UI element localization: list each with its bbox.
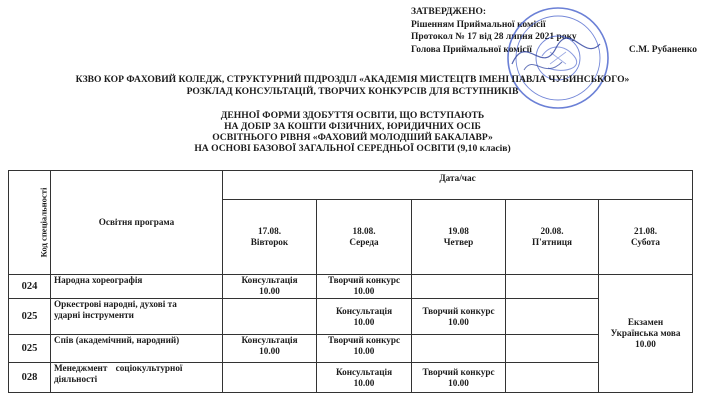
schedule-cell	[317, 335, 412, 363]
event-name: Консультація	[241, 275, 298, 285]
day-header	[317, 200, 412, 275]
document-subheading	[0, 110, 705, 154]
schedule-cell	[412, 363, 506, 393]
approval-head-name: С.М. Рубаненко	[628, 44, 697, 55]
column-header-datetime: Дата/час	[223, 171, 693, 200]
schedule-cell	[317, 275, 412, 299]
schedule-cell-empty	[506, 299, 599, 335]
approval-decision: Рішенням Приймальної комісії	[411, 19, 546, 30]
event-name: Консультація	[335, 366, 393, 377]
event-name: Консультація	[335, 305, 393, 316]
subheading-line-4: НА ОСНОВІ БАЗОВОЇ ЗАГАЛЬНОЇ СЕРЕДНЬОЇ ОСВІТИ (9,10 класів)	[194, 143, 511, 154]
event-name: Творчий конкурс	[422, 366, 495, 377]
approval-head-title: Голова Приймальної комісії	[411, 44, 532, 55]
day-date: 17.08.	[258, 226, 281, 236]
column-header-code	[9, 171, 51, 275]
event-name: Консультація	[241, 335, 298, 345]
approval-signature-row	[411, 44, 701, 57]
program-name	[51, 299, 223, 335]
event-time: 10.00	[353, 286, 375, 296]
event-time: 10.00	[353, 346, 375, 356]
document-headline	[0, 74, 705, 98]
day-date: 21.08.	[634, 226, 657, 236]
event-time: 10.00	[259, 346, 280, 356]
event-name: Творчий конкурс	[422, 305, 495, 316]
schedule-cell-empty	[223, 299, 317, 335]
subheading-line-1: ДЕННОЇ ФОРМИ ЗДОБУТТЯ ОСВІТИ, ЩО ВСТУПАЮТЬ	[220, 110, 485, 121]
day-date: 19.08	[448, 226, 469, 236]
day-date: 18.08.	[352, 226, 376, 236]
event-name: Творчий конкурс	[327, 335, 401, 345]
column-header-code-label: Код спеціальності	[38, 187, 49, 258]
schedule-cell	[412, 299, 506, 335]
specialty-code: 024	[9, 275, 51, 299]
subheading-line-3: ОСВІТНЬОГО РІВНЯ «ФАХОВИЙ МОЛОДШИЙ БАКАЛАВР»	[212, 132, 493, 143]
program-name: Спів (академічний, народний)	[51, 335, 223, 363]
column-header-program: Освітня програма	[51, 171, 223, 275]
day-header	[223, 200, 317, 275]
program-name-line: Менеджмент соціокультурної	[54, 363, 183, 373]
schedule-cell-empty	[506, 335, 599, 363]
event-time: 10.00	[448, 377, 469, 388]
event-time: 10.00	[353, 377, 375, 388]
schedule-cell-empty	[506, 363, 599, 393]
event-time: 10.00	[353, 316, 375, 327]
day-header	[412, 200, 506, 275]
day-weekday: Вівторок	[250, 237, 289, 247]
schedule-table	[8, 170, 693, 393]
schedule-cell	[223, 335, 317, 363]
day-weekday: Середа	[349, 237, 379, 247]
program-name: Народна хореографія	[51, 275, 223, 299]
schedule-cell	[223, 275, 317, 299]
specialty-code: 028	[9, 363, 51, 393]
approval-protocol: Протокол № 17 від 28 липня 2021 року	[411, 32, 577, 42]
approval-block	[411, 6, 701, 56]
day-weekday: Субота	[630, 237, 661, 247]
day-date: 20.08.	[540, 226, 564, 236]
institution-name: КЗВО КОР ФАХОВИЙ КОЛЕДЖ, СТРУКТУРНИЙ ПІДРОЗДІЛ «АКАДЕМІЯ МИСТЕЦТВ ІМЕНІ ПАВЛА ЧУБИНСЬКОГО»	[75, 74, 630, 85]
program-name-line: діяльності	[54, 374, 98, 384]
program-name-line: ударні інструменти	[54, 310, 134, 320]
specialty-code: 025	[9, 299, 51, 335]
exam-time: 10.00	[635, 339, 656, 349]
schedule-cell-empty	[412, 275, 506, 299]
schedule-cell	[317, 363, 412, 393]
program-name	[51, 363, 223, 393]
exam-label: Екзамен	[627, 317, 664, 327]
table-row	[9, 363, 693, 393]
table-header-row	[9, 171, 693, 200]
day-weekday: П'ятниця	[531, 237, 573, 247]
day-header	[599, 200, 693, 275]
schedule-cell	[317, 299, 412, 335]
event-time: 10.00	[259, 286, 280, 296]
table-row	[9, 335, 693, 363]
schedule-cell-empty	[506, 275, 599, 299]
schedule-cell-empty	[223, 363, 317, 393]
approval-title: ЗАТВЕРДЖЕНО:	[411, 7, 487, 17]
program-name-line: Оркестрові народні, духові та	[54, 299, 177, 309]
exam-subject: Українська мова	[610, 328, 681, 338]
day-weekday: Четвер	[443, 237, 474, 247]
table-row	[9, 275, 693, 299]
table-row	[9, 299, 693, 335]
exam-cell	[599, 275, 693, 393]
subheading-line-2: НА ДОБІР ЗА КОШТИ ФІЗИЧНИХ, ЮРИДИЧНИХ ОСІБ	[224, 121, 481, 132]
schedule-title: РОЗКЛАД КОНСУЛЬТАЦІЙ, ТВОРЧИХ КОНКУРСІВ ДЛЯ ВСТУПНИКІВ	[186, 86, 519, 97]
specialty-code: 025	[9, 335, 51, 363]
event-time: 10.00	[448, 316, 469, 327]
schedule-cell-empty	[412, 335, 506, 363]
day-header	[506, 200, 599, 275]
event-name: Творчий конкурс	[327, 275, 401, 285]
